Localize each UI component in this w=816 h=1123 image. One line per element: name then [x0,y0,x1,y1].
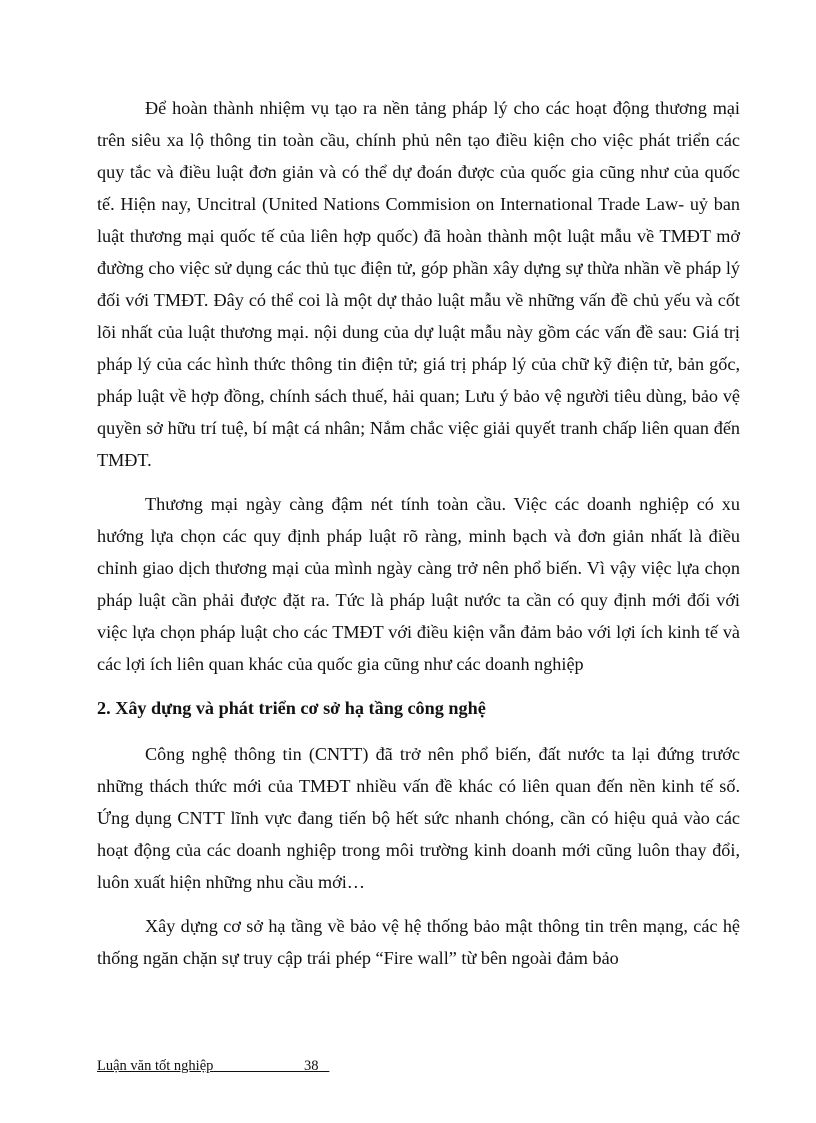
paragraph-it-adoption: Công nghệ thông tin (CNTT) đã trở nên phổ biến, đất nước ta lại đứng trước những thách thức mới của TMĐT nhiều vấn đề khác có liên quan đến nền kinh tế số. Ứng dụng CNTT lĩnh vực đang tiến bộ hết sức nhanh chóng, cần có hiệu quả vào các hoạt động của các doanh nghiệp trong môi trường kinh doanh mới cũng luôn thay đổi, luôn xuất hiện những nhu cầu mới… [97,744,740,892]
section-heading: 2. Xây dựng và phát triển cơ sở hạ tầng công nghệ [97,698,486,718]
page-footer [97,1057,329,1075]
document-page [97,92,740,986]
paragraph-security-infrastructure: Xây dựng cơ sở hạ tầng về bảo vệ hệ thống bảo mật thông tin trên mạng, các hệ thống ngăn chặn sự truy cập trái phép “Fire wall” từ bên ngoài đảm bảo [97,916,740,968]
page-number: 38 [304,1058,319,1074]
paragraph-global-trade: Thương mại ngày càng đậm nét tính toàn cầu. Việc các doanh nghiệp có xu hướng lựa chọn các quy định pháp luật rõ ràng, minh bạch và đơn giản nhất là điều chỉnh giao dịch thương mại của mình ngày càng trở nên phổ biến. Vì vậy việc lựa chọn pháp luật cần phải được đặt ra. Tức là pháp luật nước ta cần có quy định mới đối với việc lựa chọn pháp luật cho các TMĐT với điều kiện vẫn đảm bảo với lợi ích kinh tế và các lợi ích liên quan khác của quốc gia cũng như các doanh nghiệp [97,494,740,674]
paragraph-legal-framework: Để hoàn thành nhiệm vụ tạo ra nền tảng pháp lý cho các hoạt động thương mại trên siêu xa lộ thông tin toàn cầu, chính phủ nên tạo điều kiện cho việc phát triển các quy tắc và điều luật đơn giản và có thể dự đoán được của quốc gia cũng như của quốc tế. Hiện nay, Uncitral (United Nations Commision on International Trade Law- uỷ ban luật thương mại quốc tế của liên hợp quốc) đã hoàn thành một luật mẫu về TMĐT mở đường cho việc sử dụng các thủ tục điện tử, góp phần xây dựng sự thừa nhần về pháp lý đối với TMĐT. Đây có thể coi là một dự thảo luật mẫu về những vấn đề chủ yếu và cốt lõi nhất của luật thương mại. nội dung của dự luật mẫu này gồm các vấn đề sau: Giá trị pháp lý của các hình thức thông tin điện tử; giá trị pháp lý của chữ kỹ điện tử, bản gốc, pháp luật về hợp đồng, chính sách thuế, hải quan; Lưu ý bảo vệ người tiêu dùng, bảo vệ quyền sở hữu trí tuệ, bí mật cá nhân; Nắm chắc việc giải quyết tranh chấp liên quan đến TMĐT. [97,98,740,470]
footer-label: Luận văn tốt nghiệp [97,1058,214,1074]
